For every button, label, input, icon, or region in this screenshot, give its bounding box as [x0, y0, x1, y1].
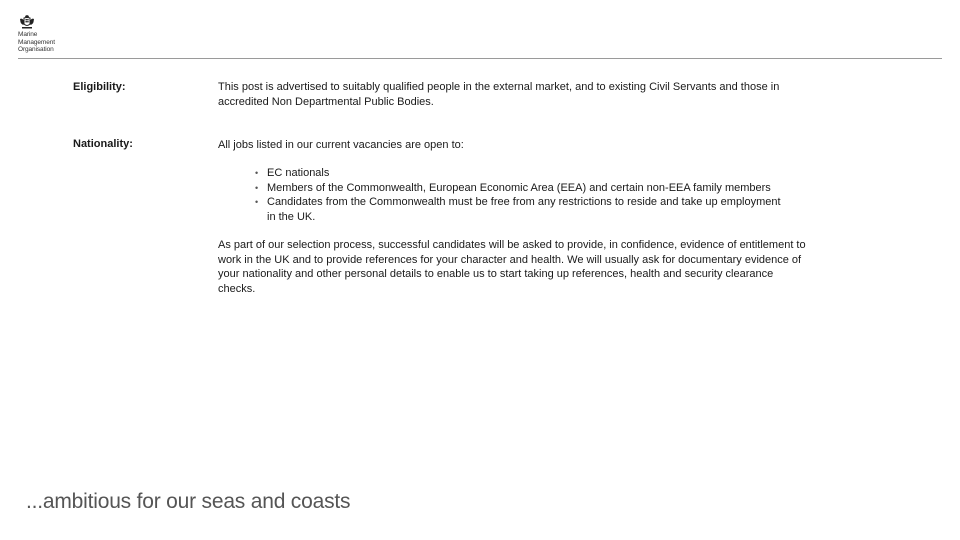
list-item	[255, 181, 855, 196]
eligibility-label: Eligibility:	[73, 81, 126, 93]
bullet-marker: •	[255, 182, 259, 193]
nationality-label: Nationality:	[73, 138, 133, 150]
footer-tagline: ...ambitious for our seas and coasts	[26, 490, 351, 513]
eligibility-text: This post is advertised to suitably qualified people in the external market, and to existing Civil Servants and those in accredited Non Departmental Public Bodies.	[218, 81, 780, 108]
royal-crest-icon	[19, 15, 35, 30]
bullet-marker: •	[255, 168, 259, 178]
list-item-text: EC nationals	[267, 167, 330, 179]
bullet-marker: •	[255, 197, 259, 208]
list-item	[255, 195, 787, 224]
nationality-bullet-list	[255, 166, 855, 224]
logo-line: Organisation	[18, 46, 54, 54]
header-divider	[18, 58, 942, 59]
nationality-intro: All jobs listed in our current vacancies are open to:	[218, 139, 464, 151]
logo-line: Management	[18, 38, 55, 46]
logo-text	[18, 31, 78, 54]
nationality-closing-text: As part of our selection process, successful candidates will be asked to provide, in confidence, evidence of entitlement to work in the UK and to provide references for your character and health. We will usually ask for documentary evidence of your nationality and other personal details to enable us to start taking up references, health and security clearance checks.	[218, 239, 806, 295]
list-item-text: Members of the Commonwealth, European Economic Area (EEA) and certain non-EEA family members	[267, 181, 771, 194]
list-item-text: Candidates from the Commonwealth must be free from any restrictions to reside and take up employment in the UK.	[267, 196, 781, 223]
logo-line: Marine	[18, 31, 38, 38]
logo	[18, 15, 78, 54]
list-item	[255, 166, 855, 181]
